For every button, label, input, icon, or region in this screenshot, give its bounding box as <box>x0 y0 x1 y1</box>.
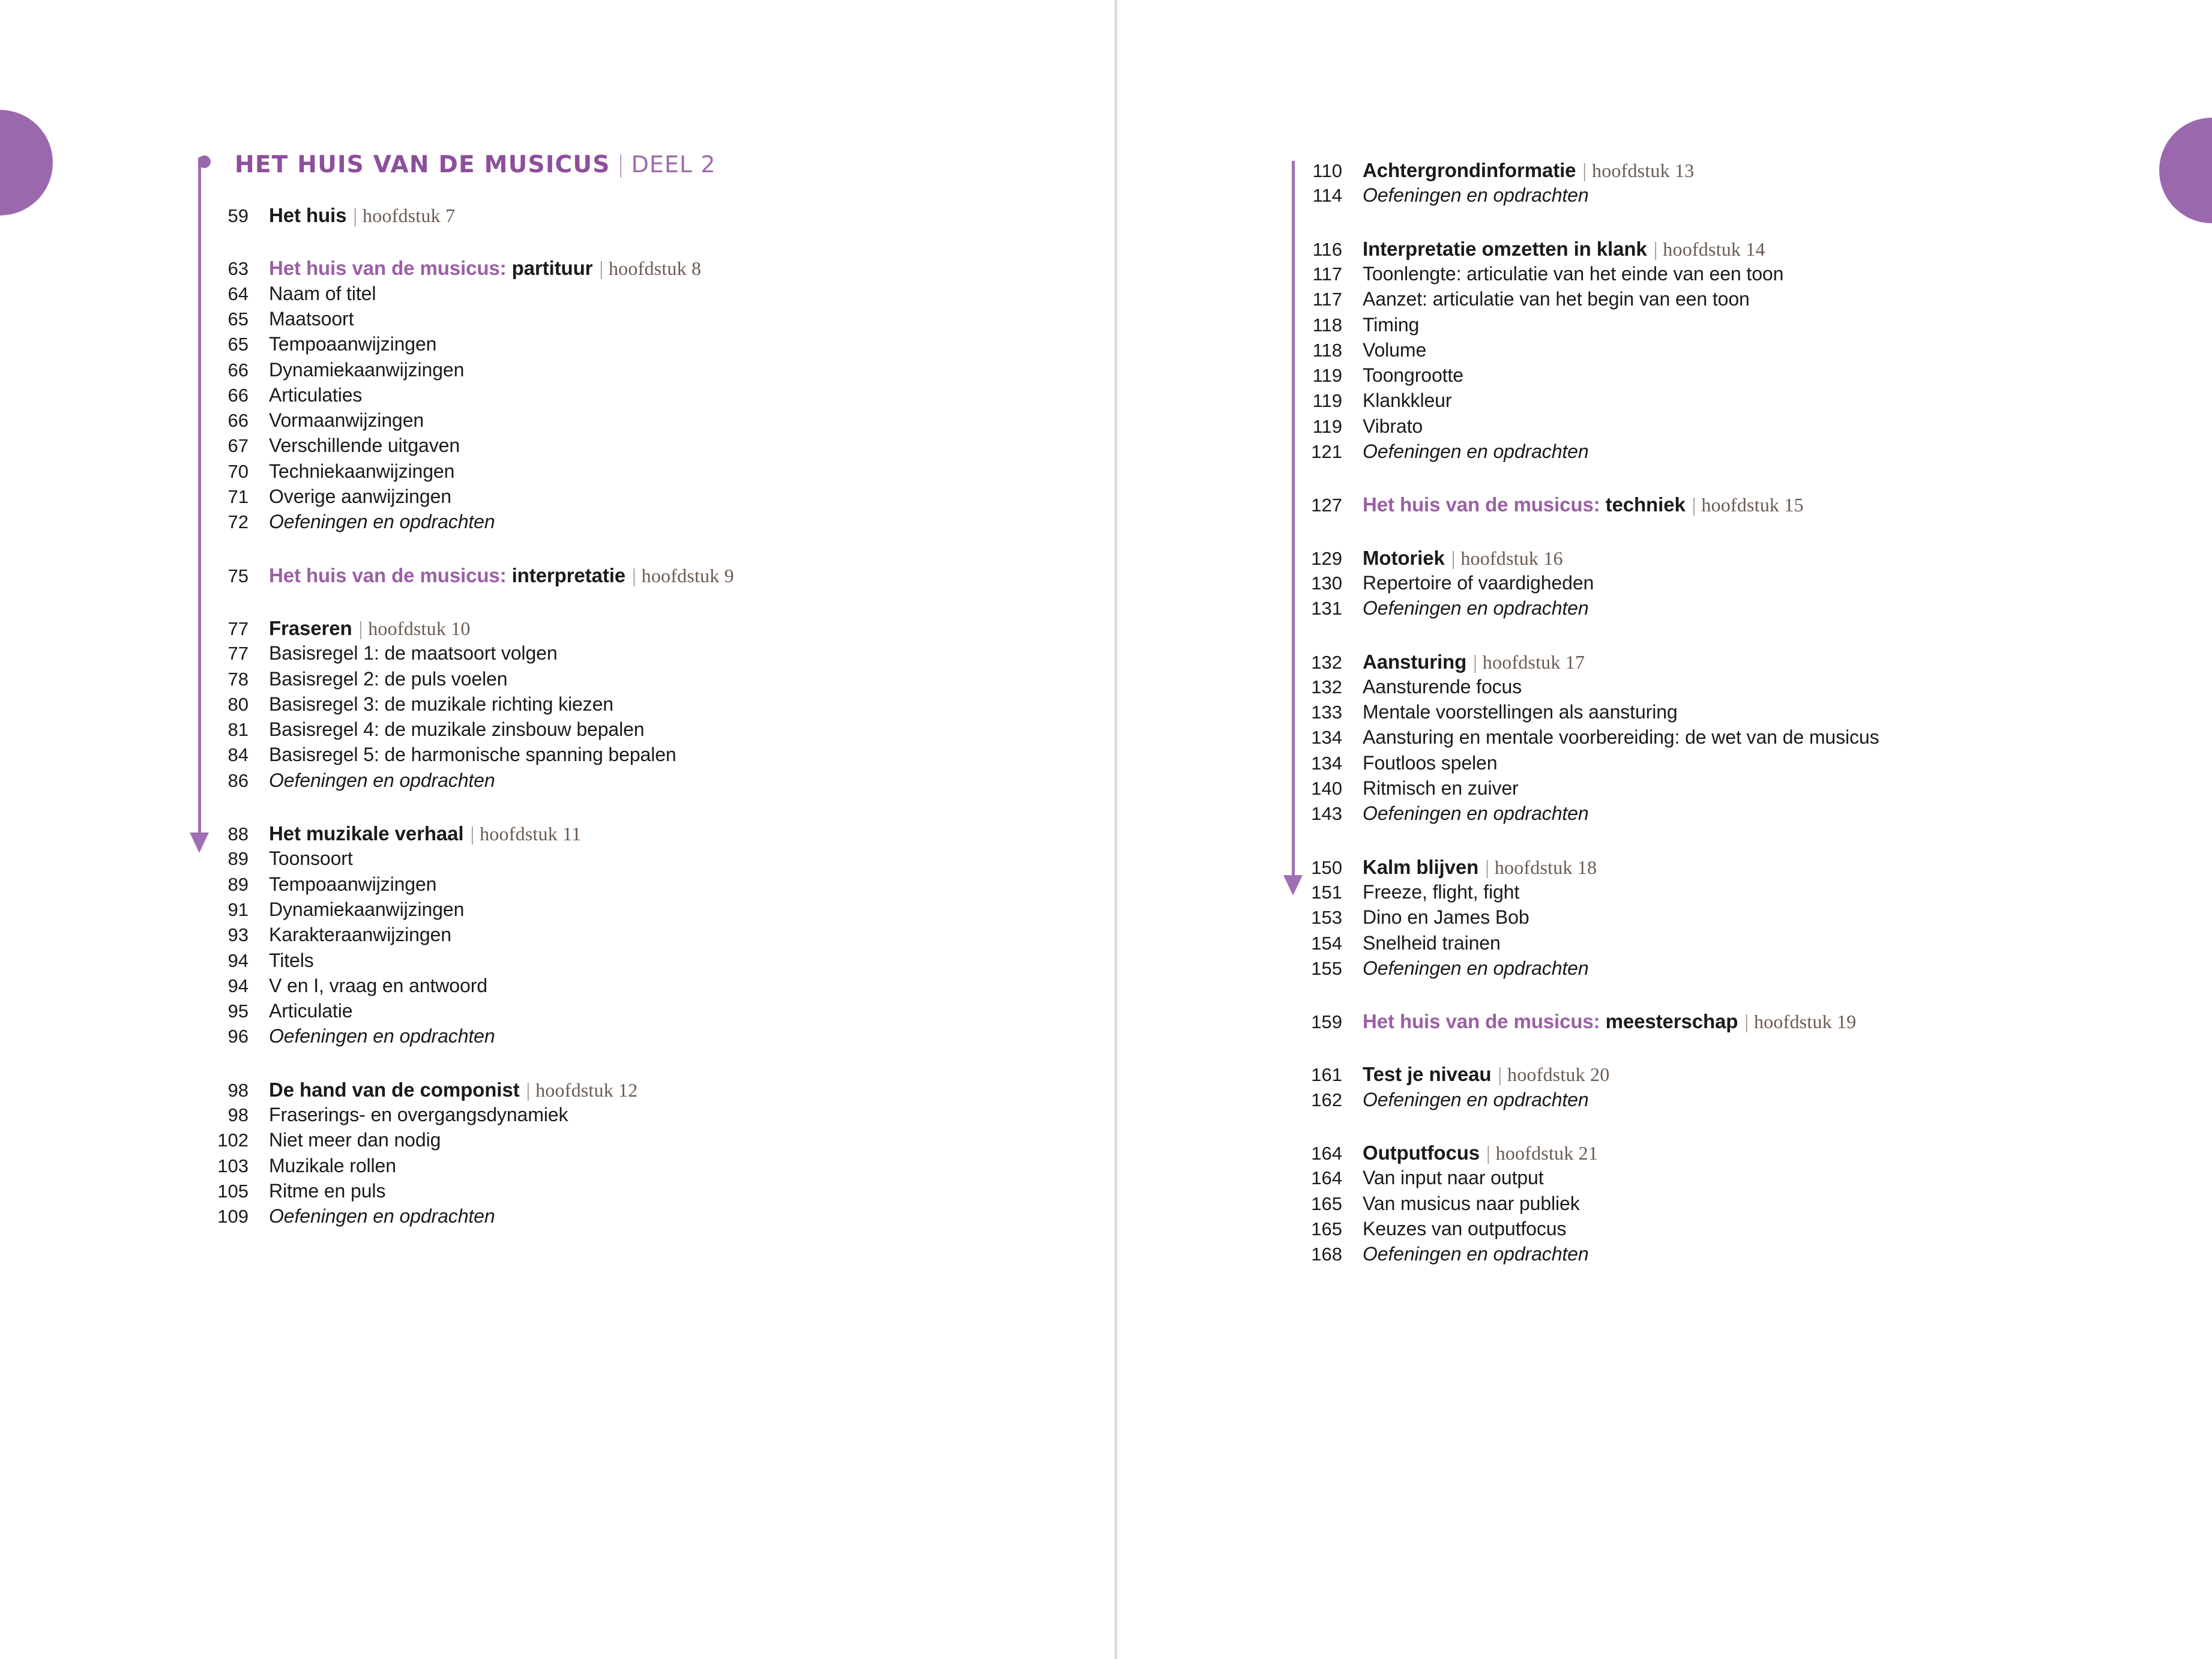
toc-chapter-label: hoofdstuk 12 <box>535 1079 638 1101</box>
toc-entry-label: Vibrato <box>1363 415 1423 437</box>
toc-entry-label: Het huis van de musicus: partituur <box>269 257 593 280</box>
toc-chapter-label: hoofdstuk 14 <box>1663 238 1765 260</box>
toc-page-number: 75 <box>228 565 249 586</box>
toc-page-number: 131 <box>1311 598 1342 619</box>
toc-page-number: 154 <box>1311 932 1342 954</box>
toc-page-number: 71 <box>228 486 249 507</box>
toc-page-number: 105 <box>217 1180 249 1202</box>
toc-page-number: 72 <box>228 511 249 533</box>
toc-page-number: 94 <box>228 950 249 971</box>
toc-entry-label: Freeze, flight, fight <box>1363 881 1520 903</box>
bullet-dot-icon <box>198 155 211 168</box>
toc-entry[interactable] <box>1292 493 2150 523</box>
toc-entry-label: Oefeningen en opdrachten <box>1363 597 1589 619</box>
toc-page-number: 65 <box>228 334 249 355</box>
toc-page-number: 102 <box>217 1130 249 1151</box>
toc-entry-label: Oefeningen en opdrachten <box>269 769 495 791</box>
toc-entry-label: De hand van de componist <box>269 1078 520 1101</box>
toc-entry-label: Dynamiekaanwijzingen <box>269 898 465 920</box>
toc-column-left <box>198 0 1086 1659</box>
toc-page-number: 119 <box>1312 415 1342 437</box>
toc-page-number: 89 <box>228 873 249 895</box>
toc-page-number: 119 <box>1312 390 1342 412</box>
toc-page-number: 133 <box>1311 702 1342 723</box>
toc-page-number: 78 <box>228 668 249 690</box>
toc-chapter-label: hoofdstuk 21 <box>1495 1142 1599 1164</box>
toc-page-number: 84 <box>228 744 249 766</box>
toc-chapter-separator: | <box>599 258 603 280</box>
toc-page-number: 118 <box>1312 339 1342 361</box>
toc-entry-label: Overige aanwijzingen <box>269 486 451 507</box>
toc-entry-label: Maatsoort <box>269 307 354 330</box>
toc-entry[interactable] <box>198 204 1086 234</box>
toc-entry-label: Keuzes van outputfocus <box>1363 1217 1567 1239</box>
toc-chapter-separator: | <box>632 565 636 587</box>
toc-page-number: 77 <box>228 643 249 664</box>
toc-entry-label: Basisregel 4: de muzikale zinsbouw bepalen <box>269 718 645 741</box>
toc-page-number: 117 <box>1312 289 1342 310</box>
toc-entry-label: Oefeningen en opdrachten <box>269 511 495 533</box>
toc-page-number: 65 <box>228 308 249 330</box>
toc-entry-label: Niet meer dan nodig <box>269 1129 441 1151</box>
toc-column-right <box>1292 0 2150 1659</box>
toc-entry[interactable] <box>198 769 1086 799</box>
toc-page-number: 168 <box>1311 1244 1342 1265</box>
toc-page-number: 88 <box>228 823 249 845</box>
toc-entry-label: Aanzet: articulatie van het begin van een toon <box>1363 288 1750 310</box>
toc-entry-label: Oefeningen en opdrachten <box>1363 1243 1589 1265</box>
toc-chapter-separator: | <box>1451 547 1456 570</box>
toc-entry-label: Oefeningen en opdrachten <box>1363 802 1589 825</box>
toc-entry-label: Karakteraanwijzingen <box>269 924 451 946</box>
toc-entry-label: Articulaties <box>269 384 363 406</box>
toc-entry-label: Basisregel 2: de puls voelen <box>269 667 508 690</box>
toc-page-number: 98 <box>228 1079 249 1101</box>
toc-page-number: 109 <box>217 1206 249 1227</box>
toc-chapter-separator: | <box>1498 1064 1502 1086</box>
toc-page-number: 130 <box>1311 572 1342 594</box>
toc-entry-label: Aansturende focus <box>1363 675 1522 697</box>
toc-entry-label: Van musicus naar publiek <box>1363 1192 1580 1214</box>
toc-entry-label: Verschillende uitgaven <box>269 435 460 457</box>
toc-chapter-label: hoofdstuk 15 <box>1701 494 1804 516</box>
toc-entry-label: Outputfocus <box>1363 1142 1480 1164</box>
half-circle-decoration-right <box>2159 118 2212 223</box>
toc-entry[interactable] <box>1292 1243 2150 1273</box>
toc-chapter-label: hoofdstuk 20 <box>1507 1064 1610 1086</box>
toc-entry[interactable] <box>1292 802 2150 833</box>
toc-page-number: 151 <box>1311 881 1342 903</box>
toc-page-number: 165 <box>1311 1193 1342 1214</box>
toc-page-number: 67 <box>228 435 249 457</box>
part-header-title: HET HUIS VAN DE MUSICUS <box>235 151 610 178</box>
toc-page-number: 164 <box>1311 1167 1342 1189</box>
toc-entry[interactable] <box>1292 184 2150 214</box>
toc-page-number: 98 <box>228 1104 249 1125</box>
toc-chapter-separator: | <box>1692 495 1696 517</box>
toc-entry-label: Oefeningen en opdrachten <box>1363 957 1589 979</box>
toc-entry-label: Fraserings- en overgangsdynamiek <box>269 1104 568 1125</box>
part-header-subtitle: DEEL 2 <box>631 151 716 178</box>
toc-entry-label: Dynamiekaanwijzingen <box>269 358 465 381</box>
toc-entry-label: Foutloos spelen <box>1363 751 1498 774</box>
toc-page-number: 64 <box>228 283 249 304</box>
toc-entry-label: Titels <box>269 949 314 971</box>
toc-entry-label: Oefeningen en opdrachten <box>269 1025 495 1047</box>
toc-chapter-label: hoofdstuk 19 <box>1753 1011 1857 1033</box>
toc-page-number: 63 <box>228 258 249 280</box>
toc-page-number: 118 <box>1312 314 1342 336</box>
toc-page-number: 93 <box>228 924 249 946</box>
toc-page-number: 153 <box>1311 907 1342 929</box>
toc-entry-label: Aansturing <box>1363 650 1467 673</box>
toc-entry-label: Het huis van de musicus: meesterschap <box>1363 1010 1738 1033</box>
toc-entry[interactable] <box>198 1025 1086 1055</box>
toc-entry[interactable] <box>1292 597 2150 627</box>
toc-page-number: 81 <box>228 719 249 741</box>
toc-entry-label: Toonsoort <box>269 848 353 870</box>
toc-entry-label: Kalm blijven <box>1363 855 1479 878</box>
toc-page-number: 110 <box>1312 160 1342 181</box>
toc-chapter-separator: | <box>470 823 475 845</box>
toc-entry-label: Mentale voorstellingen als aansturing <box>1363 701 1678 723</box>
toc-chapter-separator: | <box>358 618 363 640</box>
toc-chapter-separator: | <box>353 205 357 227</box>
toc-page-number: 165 <box>1311 1218 1342 1239</box>
toc-chapter-label: hoofdstuk 17 <box>1482 651 1585 673</box>
toc-chapter-label: hoofdstuk 8 <box>608 257 702 280</box>
part-header-separator: | <box>616 151 625 178</box>
toc-page-number: 127 <box>1311 495 1342 516</box>
toc-chapter-separator: | <box>1485 857 1489 879</box>
toc-entry-label: Oefeningen en opdrachten <box>269 1205 495 1227</box>
toc-entry[interactable] <box>198 1205 1086 1235</box>
toc-chapter-separator: | <box>1473 651 1477 673</box>
toc-entry-label: Tempoaanwijzingen <box>269 333 437 355</box>
toc-entry-label: Oefeningen en opdrachten <box>1363 1088 1589 1110</box>
toc-entry-emphasis: interpretatie <box>511 564 626 586</box>
toc-page-number: 150 <box>1311 857 1342 878</box>
toc-page-number: 161 <box>1311 1064 1342 1086</box>
toc-entry-label: Motoriek <box>1363 546 1445 569</box>
toc-page-number: 119 <box>1312 365 1342 387</box>
toc-page-number: 66 <box>228 384 249 406</box>
toc-entry-label: V en I, vraag en antwoord <box>269 974 487 996</box>
toc-page-number: 66 <box>228 410 249 432</box>
page-gutter-rule <box>1115 0 1117 1659</box>
toc-entry-emphasis: techniek <box>1605 493 1686 516</box>
toc-chapter-separator: | <box>1744 1011 1749 1034</box>
toc-page-number: 164 <box>1311 1143 1342 1164</box>
toc-entry-label: Het huis van de musicus: techniek <box>1363 493 1686 516</box>
toc-chapter-label: hoofdstuk 7 <box>363 205 456 226</box>
toc-chapter-label: hoofdstuk 18 <box>1494 856 1597 878</box>
toc-entry-emphasis: meesterschap <box>1605 1010 1738 1033</box>
toc-entry-label: Repertoire of vaardigheden <box>1363 571 1594 594</box>
toc-entry[interactable] <box>198 511 1086 541</box>
toc-page-number: 77 <box>228 618 249 639</box>
toc-entry-label: Timing <box>1363 313 1420 336</box>
toc-entry-label: Articulatie <box>269 1000 353 1022</box>
toc-page-number: 132 <box>1311 676 1342 697</box>
toc-page-number: 159 <box>1311 1011 1342 1033</box>
toc-entry[interactable] <box>1292 957 2150 987</box>
toc-entry-label: Aansturing en mentale voorbereiding: de wet van de musicus <box>1363 726 1879 748</box>
toc-entry-label: Van input naar output <box>1363 1167 1544 1189</box>
toc-page-number: 129 <box>1311 547 1342 569</box>
toc-entry-label: Naam of titel <box>269 282 376 304</box>
toc-entry[interactable] <box>198 564 1086 594</box>
toc-chapter-label: hoofdstuk 13 <box>1592 160 1695 181</box>
toc-page-number: 103 <box>217 1155 249 1176</box>
toc-chapter-label: hoofdstuk 16 <box>1460 547 1563 569</box>
toc-page-number: 134 <box>1311 727 1342 748</box>
toc-entry[interactable] <box>1292 1010 2150 1040</box>
toc-page-number: 140 <box>1311 778 1342 799</box>
toc-chapter-separator: | <box>526 1079 531 1101</box>
toc-page-number: 155 <box>1311 957 1342 979</box>
toc-entry-label: Fraseren <box>269 616 352 639</box>
toc-entry-label: Basisregel 3: de muzikale richting kiezen <box>269 693 613 715</box>
toc-page-number: 132 <box>1311 651 1342 673</box>
toc-entry-label: Muzikale rollen <box>269 1154 396 1176</box>
toc-entry[interactable] <box>1292 1089 2150 1119</box>
toc-page-number: 143 <box>1311 803 1342 825</box>
toc-entry-label: Het huis van de musicus: interpretatie <box>269 564 626 586</box>
toc-chapter-separator: | <box>1582 160 1587 182</box>
toc-chapter-label: hoofdstuk 11 <box>480 823 582 845</box>
toc-entry-label: Oefeningen en opdrachten <box>1363 441 1589 462</box>
toc-entry-label: Tempoaanwijzingen <box>269 873 437 895</box>
toc-page-number: 114 <box>1312 185 1342 206</box>
toc-entry-label: Volume <box>1363 339 1427 361</box>
toc-page-number: 95 <box>228 1001 249 1022</box>
toc-page-number: 134 <box>1311 752 1342 774</box>
toc-entry-label: Test je niveau <box>1363 1063 1492 1086</box>
toc-page-number: 86 <box>228 769 249 791</box>
toc-page-number: 162 <box>1311 1089 1342 1110</box>
toc-chapter-separator: | <box>1653 238 1658 260</box>
part-header <box>198 151 716 178</box>
toc-entry-label: Ritmisch en zuiver <box>1363 777 1519 799</box>
toc-entry-label: Achtergrondinformatie <box>1363 159 1576 181</box>
toc-entry-label: Het muzikale verhaal <box>269 822 464 845</box>
toc-entry-label: Interpretatie omzetten in klank <box>1363 237 1647 260</box>
toc-page-number: 80 <box>228 693 249 715</box>
toc-page-number: 117 <box>1312 263 1342 285</box>
toc-chapter-label: hoofdstuk 9 <box>641 564 734 586</box>
toc-entry-emphasis: partituur <box>511 257 593 280</box>
toc-entry-label: Dino en James Bob <box>1363 906 1529 929</box>
toc-entry-label: Toonlengte: articulatie van het einde van een toon <box>1363 262 1784 285</box>
toc-page-number: 94 <box>228 975 249 996</box>
toc-entry-label: Het huis <box>269 204 347 226</box>
toc-page-number: 70 <box>228 460 249 482</box>
toc-entry-label: Basisregel 1: de maatsoort volgen <box>269 642 558 664</box>
toc-entry-label: Techniekaanwijzingen <box>269 460 455 482</box>
toc-page-number: 59 <box>228 205 249 226</box>
toc-entry-label: Vormaanwijzingen <box>269 409 424 432</box>
toc-page-number: 91 <box>228 899 249 920</box>
toc-page-number: 66 <box>228 359 249 381</box>
half-circle-decoration-left <box>0 110 53 215</box>
toc-entry-label: Snelheid trainen <box>1363 932 1501 954</box>
toc-entry-label: Ritme en puls <box>269 1179 386 1202</box>
toc-entry-label: Oefeningen en opdrachten <box>1363 184 1589 206</box>
toc-entry[interactable] <box>1292 441 2150 471</box>
toc-chapter-separator: | <box>1486 1143 1490 1164</box>
toc-page-number: 121 <box>1311 441 1342 462</box>
toc-entry-label: Klankkleur <box>1363 390 1452 412</box>
toc-chapter-label: hoofdstuk 10 <box>368 617 471 639</box>
toc-entry-label: Basisregel 5: de harmonische spanning bepalen <box>269 744 677 766</box>
toc-entry-label: Toongrootte <box>1363 364 1463 387</box>
toc-page-number: 89 <box>228 848 249 870</box>
toc-page-number: 96 <box>228 1026 249 1047</box>
toc-page-number: 116 <box>1312 238 1342 260</box>
